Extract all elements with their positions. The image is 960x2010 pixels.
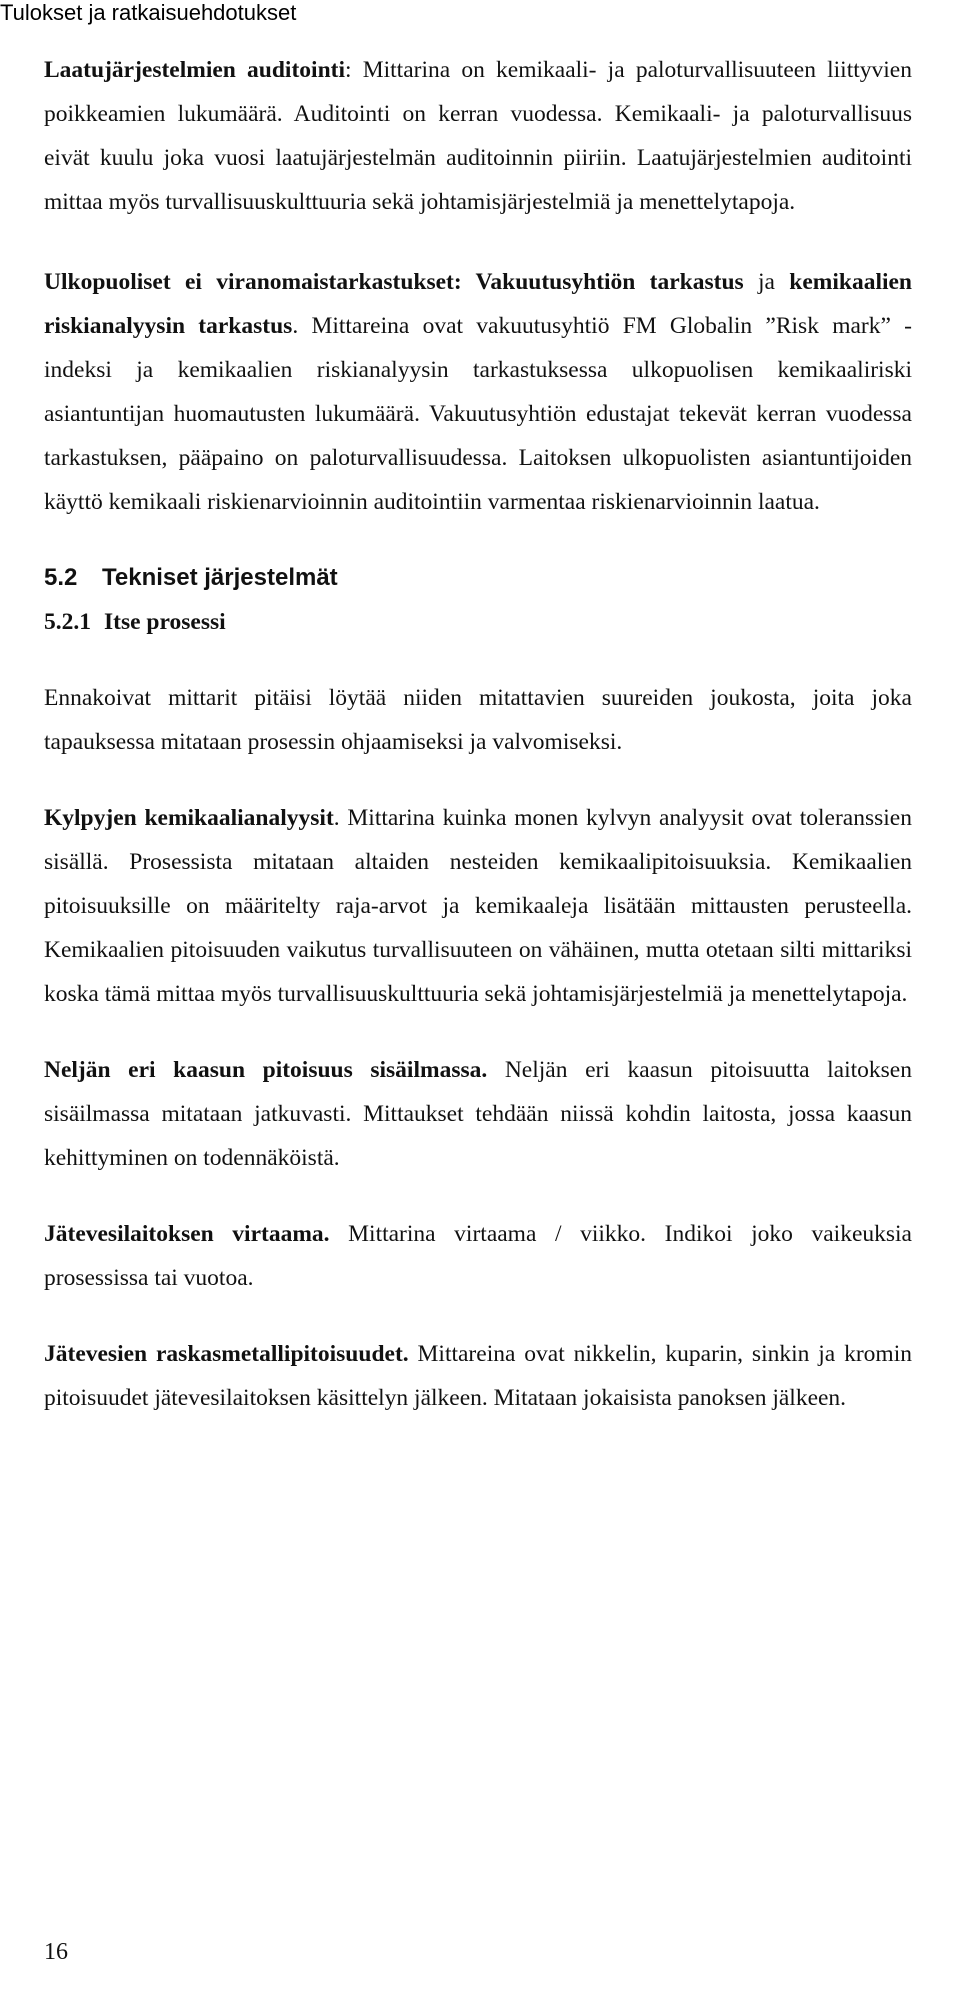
paragraph-text: . Mittarina kuinka monen kylvyn analyysit ovat toleranssien sisällä. Prosessista mitataan altaiden nesteiden kemikaalipitoisuuksia. Kemikaalien pitoisuuksille on määritelty raja-arvot ja kemikaaleja lisätään mittausten perusteella. Kemikaalien pitoisuuden vaikutus turvallisuuteen on vähäinen, mutta otetaan silti mittariksi koska tämä mittaa myös turvallisuuskulttuuria sekä johtamisjärjestelmiä ja menettelytapoja. [44, 805, 912, 1007]
paragraph-lead: Jätevesien raskasmetallipitoisuudet. [44, 1341, 409, 1367]
section-number: 5.2 [44, 564, 78, 591]
paragraph-ulkopuoliset-tarkastukset [44, 260, 912, 524]
document-body [44, 48, 912, 1420]
page-number: 16 [44, 1939, 68, 1965]
paragraph-lead: Laatujärjestelmien auditointi [44, 57, 345, 83]
subsection-title: Itse prosessi [104, 609, 226, 635]
running-header: Tulokset ja ratkaisuehdotukset [0, 0, 297, 25]
paragraph-punct: : [345, 57, 352, 83]
paragraph-ennakoivat-mittarit: Ennakoivat mittarit pitäisi löytää niiden mitattavien suureiden joukosta, joita joka tapauksessa mitataan prosessin ohjaamiseksi ja valvomiseksi. [44, 685, 912, 755]
paragraph-jatevesilaitoksen-virtaama [44, 1212, 912, 1300]
paragraph-kaasun-pitoisuus [44, 1048, 912, 1180]
section-title: Tekniset järjestelmät [102, 564, 338, 591]
paragraph-lead: Neljän eri kaasun pitoisuus sisäilmassa. [44, 1057, 488, 1083]
section-heading-5-2 [44, 556, 912, 600]
subsection-heading-5-2-1 [44, 600, 912, 644]
paragraph-lead: Jätevesilaitoksen virtaama. [44, 1221, 330, 1247]
paragraph-text: Mittareina ovat nikkelin, kuparin, sinkin ja kromin pitoisuudet jätevesilaitoksen käsittelyn jälkeen. Mitataan jokaisista panoksen jälkeen. [44, 1341, 912, 1411]
paragraph-lead: Kylpyjen kemikaalianalyysit [44, 805, 334, 831]
subsection-number: 5.2.1 [44, 609, 91, 635]
paragraph-lead: Ulkopuoliset ei viranomaistarkastukset: Vakuutusyhtiön tarkastus [44, 269, 744, 295]
paragraph-text: Mittarina on kemikaali- ja paloturvallisuuteen liittyvien poikkeamien lukumäärä. Auditointi on kerran vuodessa. Kemikaali- ja paloturvallisuus eivät kuulu joka vuosi laatujärjestelmän auditoinnin piiriin. Laatujärjestelmien auditointi mittaa myös turvallisuuskulttuuria sekä johtamisjärjestelmiä ja menettelytapoja. [44, 57, 912, 215]
paragraph-kylpyjen-kemikaalianalyysit [44, 796, 912, 1016]
paragraph-text: Neljän eri kaasun pitoisuutta laitoksen sisäilmassa mitataan jatkuvasti. Mittaukset tehdään niissä kohdin laitosta, jossa kaasun kehittyminen on todennäköistä. [44, 1057, 912, 1171]
paragraph-joiner: ja [743, 269, 790, 295]
paragraph-lead-continued: kemikaalien riskianalyysin tarkastus [44, 269, 912, 339]
paragraph-raskasmetallipitoisuudet [44, 1332, 912, 1420]
paragraph-text: . Mittareina ovat vakuutusyhtiö FM Globalin ”Risk mark” - indeksi ja kemikaalien riskianalyysin tarkastuksessa ulkopuolisen kemikaaliriski asiantuntijan huomautusten lukumäärä. Vakuutusyhtiön edustajat tekevät kerran vuodessa tarkastuksen, pääpaino on paloturvallisuudessa. Laitoksen ulkopuolisten asiantuntijoiden käyttö kemikaali riskienarvioinnin auditointiin varmentaa riskienarvioinnin laatua. [44, 313, 912, 515]
paragraph-text: Mittarina virtaama / viikko. Indikoi joko vaikeuksia prosessissa tai vuotoa. [44, 1221, 912, 1291]
paragraph-laatujarjestelmien-auditointi [44, 48, 912, 224]
